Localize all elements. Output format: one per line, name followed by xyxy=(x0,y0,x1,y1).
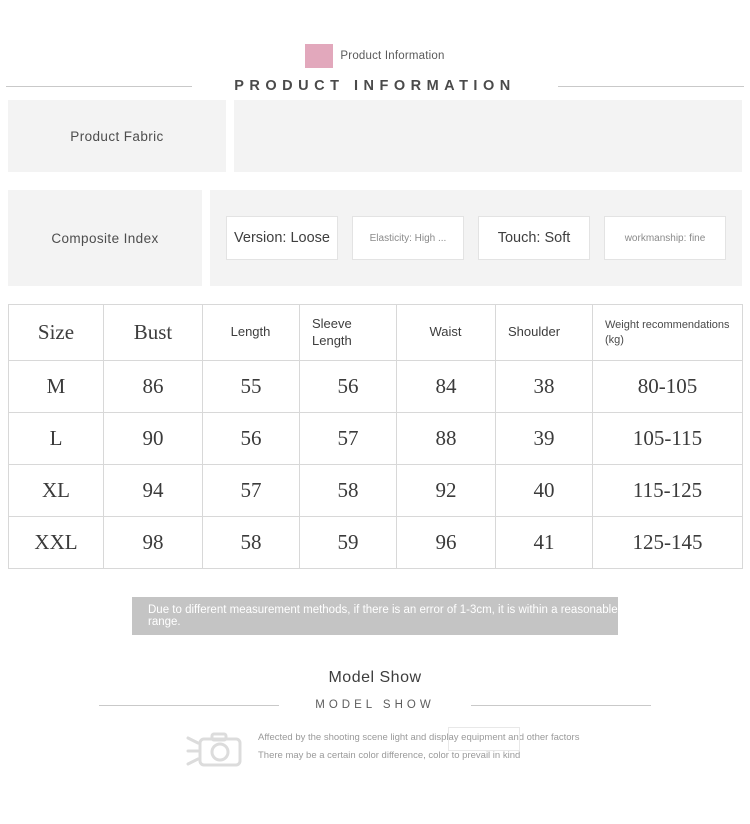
cell-length: 57 xyxy=(203,465,300,517)
table-row xyxy=(9,361,743,413)
table-row xyxy=(9,465,743,517)
page-title: PRODUCT INFORMATION xyxy=(234,78,516,94)
header-shoulder: Shoulder xyxy=(496,305,593,361)
cell-weight: 115-125 xyxy=(593,465,743,517)
cell-weight: 80-105 xyxy=(593,361,743,413)
cell-waist: 92 xyxy=(397,465,496,517)
model-show-subtitle: MODEL SHOW xyxy=(315,699,435,711)
disclaimer-line-1: Affected by the shooting scene light and display equipment and other factors xyxy=(258,732,580,743)
cell-size: L xyxy=(9,413,104,465)
header-waist: Waist xyxy=(397,305,496,361)
cell-waist: 88 xyxy=(397,413,496,465)
disclaimer-area xyxy=(0,727,750,787)
cell-weight: 125-145 xyxy=(593,517,743,569)
header-length: Length xyxy=(203,305,300,361)
divider-left xyxy=(6,86,192,87)
header-sleeve-length: Sleeve Length xyxy=(300,305,397,361)
page-header xyxy=(0,0,750,100)
cell-sleeve-length: 56 xyxy=(300,361,397,413)
chip-elasticity: Elasticity: High ... xyxy=(352,216,464,260)
cell-shoulder: 39 xyxy=(496,413,593,465)
badge-row xyxy=(0,0,750,68)
badge-label: Product Information xyxy=(340,50,445,62)
model-show-subtitle-row xyxy=(0,699,750,711)
header-bust: Bust xyxy=(104,305,203,361)
cell-bust: 90 xyxy=(104,413,203,465)
cell-waist: 96 xyxy=(397,517,496,569)
chip-version: Version: Loose xyxy=(226,216,338,260)
cell-shoulder: 40 xyxy=(496,465,593,517)
product-fabric-value xyxy=(234,100,742,172)
chip-workmanship: workmanship: fine xyxy=(604,216,726,260)
divider-right-small xyxy=(471,705,651,706)
title-row xyxy=(0,78,750,94)
camera-icon xyxy=(186,731,250,776)
size-table xyxy=(8,304,743,569)
measurement-note: Due to different measurement methods, if there is an error of 1-3cm, it is within a reasonable range. xyxy=(132,597,618,635)
cell-length: 55 xyxy=(203,361,300,413)
disclaimer-placeholder-box xyxy=(448,727,520,751)
cell-weight: 105-115 xyxy=(593,413,743,465)
note-wrap xyxy=(0,597,750,635)
cell-shoulder: 41 xyxy=(496,517,593,569)
divider-right xyxy=(558,86,744,87)
cell-size: M xyxy=(9,361,104,413)
model-show-title: Model Show xyxy=(328,669,422,686)
cell-bust: 86 xyxy=(104,361,203,413)
cell-waist: 84 xyxy=(397,361,496,413)
cell-sleeve-length: 57 xyxy=(300,413,397,465)
cell-length: 58 xyxy=(203,517,300,569)
chip-touch: Touch: Soft xyxy=(478,216,590,260)
table-row xyxy=(9,413,743,465)
cell-bust: 94 xyxy=(104,465,203,517)
product-fabric-label: Product Fabric xyxy=(8,100,226,172)
composite-index-row xyxy=(8,190,742,286)
table-row xyxy=(9,517,743,569)
header-size: Size xyxy=(9,305,104,361)
cell-size: XXL xyxy=(9,517,104,569)
info-block xyxy=(0,100,750,286)
divider-left-small xyxy=(99,705,279,706)
badge-square-icon xyxy=(305,44,333,68)
product-fabric-row xyxy=(8,100,742,172)
cell-shoulder: 38 xyxy=(496,361,593,413)
cell-sleeve-length: 59 xyxy=(300,517,397,569)
disclaimer-text xyxy=(258,729,579,765)
header-weight-recommendations: Weight recommendations (kg) xyxy=(593,305,743,361)
cell-sleeve-length: 58 xyxy=(300,465,397,517)
composite-index-label: Composite Index xyxy=(8,190,202,286)
cell-length: 56 xyxy=(203,413,300,465)
table-header-row xyxy=(9,305,743,361)
composite-chip-group xyxy=(226,216,726,260)
cell-bust: 98 xyxy=(104,517,203,569)
model-show-section xyxy=(0,669,750,787)
cell-size: XL xyxy=(9,465,104,517)
disclaimer-line-2: There may be a certain color difference, color to prevail in kind xyxy=(258,750,521,762)
composite-index-value xyxy=(210,190,742,286)
